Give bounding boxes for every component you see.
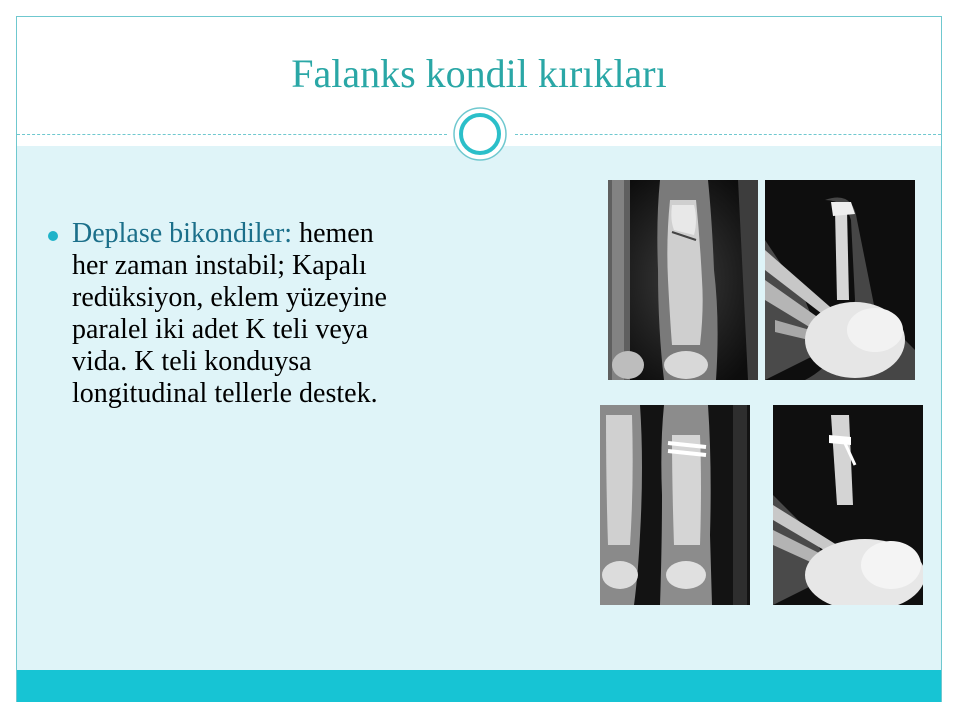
slide-title: Falanks kondil kırıkları <box>291 51 667 96</box>
bullet-dot-icon <box>48 231 58 241</box>
bottom-accent-bar <box>17 670 941 702</box>
circle-ornament-icon <box>452 106 508 162</box>
xray-lateral-fracture-image <box>765 180 915 380</box>
title-divider-left <box>17 134 447 135</box>
xray-lateral-fixation-image <box>773 405 923 605</box>
bullet-text <box>72 218 408 410</box>
title-divider-right <box>515 134 941 135</box>
bullet-lead: Deplase bikondiler: <box>72 218 293 249</box>
xray-ap-fixation-image <box>600 405 750 605</box>
bullet-item <box>48 218 408 410</box>
xray-ap-fracture-image <box>608 180 758 380</box>
bullet-body: hemen her zaman instabil; Kapalı redüksiyon, eklem yüzeyine paralel iki adet K teli veya vida. K teli konduysa longitudinal tellerle destek. <box>72 218 387 409</box>
